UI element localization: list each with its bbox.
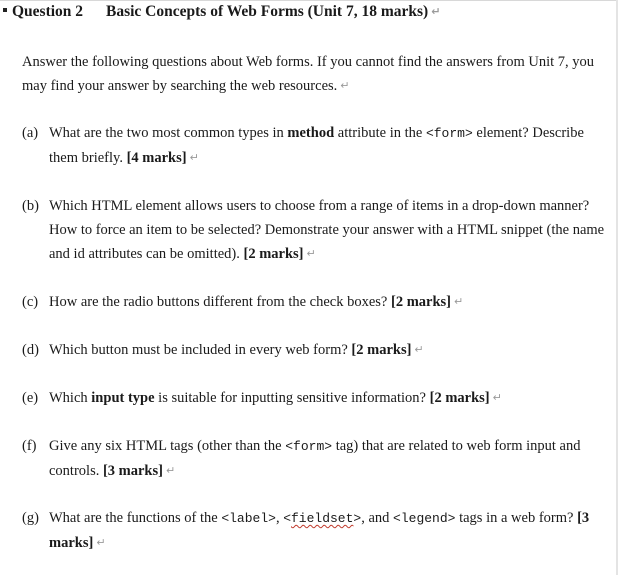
question-label: (f)	[22, 438, 37, 454]
paragraph-mark-icon: ↵	[431, 5, 441, 18]
question-label: (b)	[22, 198, 39, 214]
question-label: (d)	[22, 342, 39, 358]
paragraph-mark-icon: ↵	[96, 536, 106, 549]
question-number: Question 2	[12, 3, 84, 20]
question-text: What are the functions of the	[49, 510, 222, 526]
question-a	[22, 121, 607, 171]
code-bracket: >	[353, 511, 362, 526]
marks-label: [2 marks]	[243, 246, 304, 262]
code-tag: <form>	[425, 126, 473, 141]
paragraph-mark-icon: ↵	[340, 79, 350, 92]
question-text: Which button must be included in every web form?	[49, 342, 352, 358]
question-text: element? Describe them briefly.	[49, 125, 584, 166]
question-f	[22, 434, 607, 484]
paragraph-mark-icon: ↵	[454, 295, 464, 308]
question-g	[22, 506, 607, 556]
bullet-marker	[3, 8, 7, 12]
page-top-border	[0, 0, 618, 1]
intro-paragraph	[22, 50, 607, 99]
paragraph-mark-icon: ↵	[492, 391, 502, 404]
question-e	[22, 386, 607, 411]
question-text: Which	[49, 390, 92, 406]
code-bracket: <	[283, 511, 291, 526]
code-tag: <legend>	[393, 511, 456, 526]
question-text: , and	[361, 510, 394, 526]
question-c	[22, 290, 607, 315]
question-label: (g)	[22, 510, 39, 526]
question-text: attribute in the	[334, 125, 426, 141]
marks-label: [2 marks]	[390, 294, 451, 310]
question-heading	[3, 3, 440, 21]
intro-text: Answer the following questions about Web forms. If you cannot find the answers from Unit 7, you may find your answer by searching the web resources.	[22, 54, 595, 94]
question-text: What are the two most common types in	[49, 125, 288, 141]
code-tag-fieldset	[283, 511, 361, 526]
question-text: ,	[275, 510, 284, 526]
question-text: Which HTML element allows users to choose from a range of items in a drop-down manner? How to force an item to be selected? Demonstrate your answer with a HTML snippet (the name and id attributes can be omitted).	[49, 198, 605, 262]
marks-label: [3 marks]	[49, 510, 590, 551]
question-text: Give any six HTML tags (other than the	[49, 438, 286, 454]
paragraph-mark-icon: ↵	[189, 151, 199, 164]
question-title: Basic Concepts of Web Forms (Unit 7, 18 marks)	[106, 3, 429, 20]
code-tag: <form>	[285, 439, 333, 454]
paragraph-mark-icon: ↵	[165, 464, 176, 477]
question-text: How are the radio buttons different from the check boxes?	[49, 294, 391, 310]
question-label: (c)	[22, 294, 39, 310]
marks-label: [3 marks]	[102, 463, 163, 479]
paragraph-mark-icon: ↵	[414, 343, 424, 356]
marks-label: [2 marks]	[429, 390, 490, 406]
marks-label: [4 marks]	[126, 150, 187, 166]
paragraph-mark-icon: ↵	[306, 247, 316, 260]
question-d	[22, 338, 607, 363]
bold-term: method	[287, 125, 335, 141]
question-text: tags in a web form?	[455, 510, 578, 526]
spellcheck-word: fieldset	[291, 511, 354, 526]
question-b	[22, 194, 607, 267]
code-tag: <label>	[221, 511, 276, 526]
question-text: tag) that are related to web form input and controls.	[49, 438, 581, 479]
question-label: (a)	[22, 125, 39, 141]
marks-label: [2 marks]	[351, 342, 412, 358]
bold-term: input type	[91, 390, 155, 406]
question-text: is suitable for inputting sensitive information?	[154, 390, 430, 406]
question-label: (e)	[22, 390, 39, 406]
